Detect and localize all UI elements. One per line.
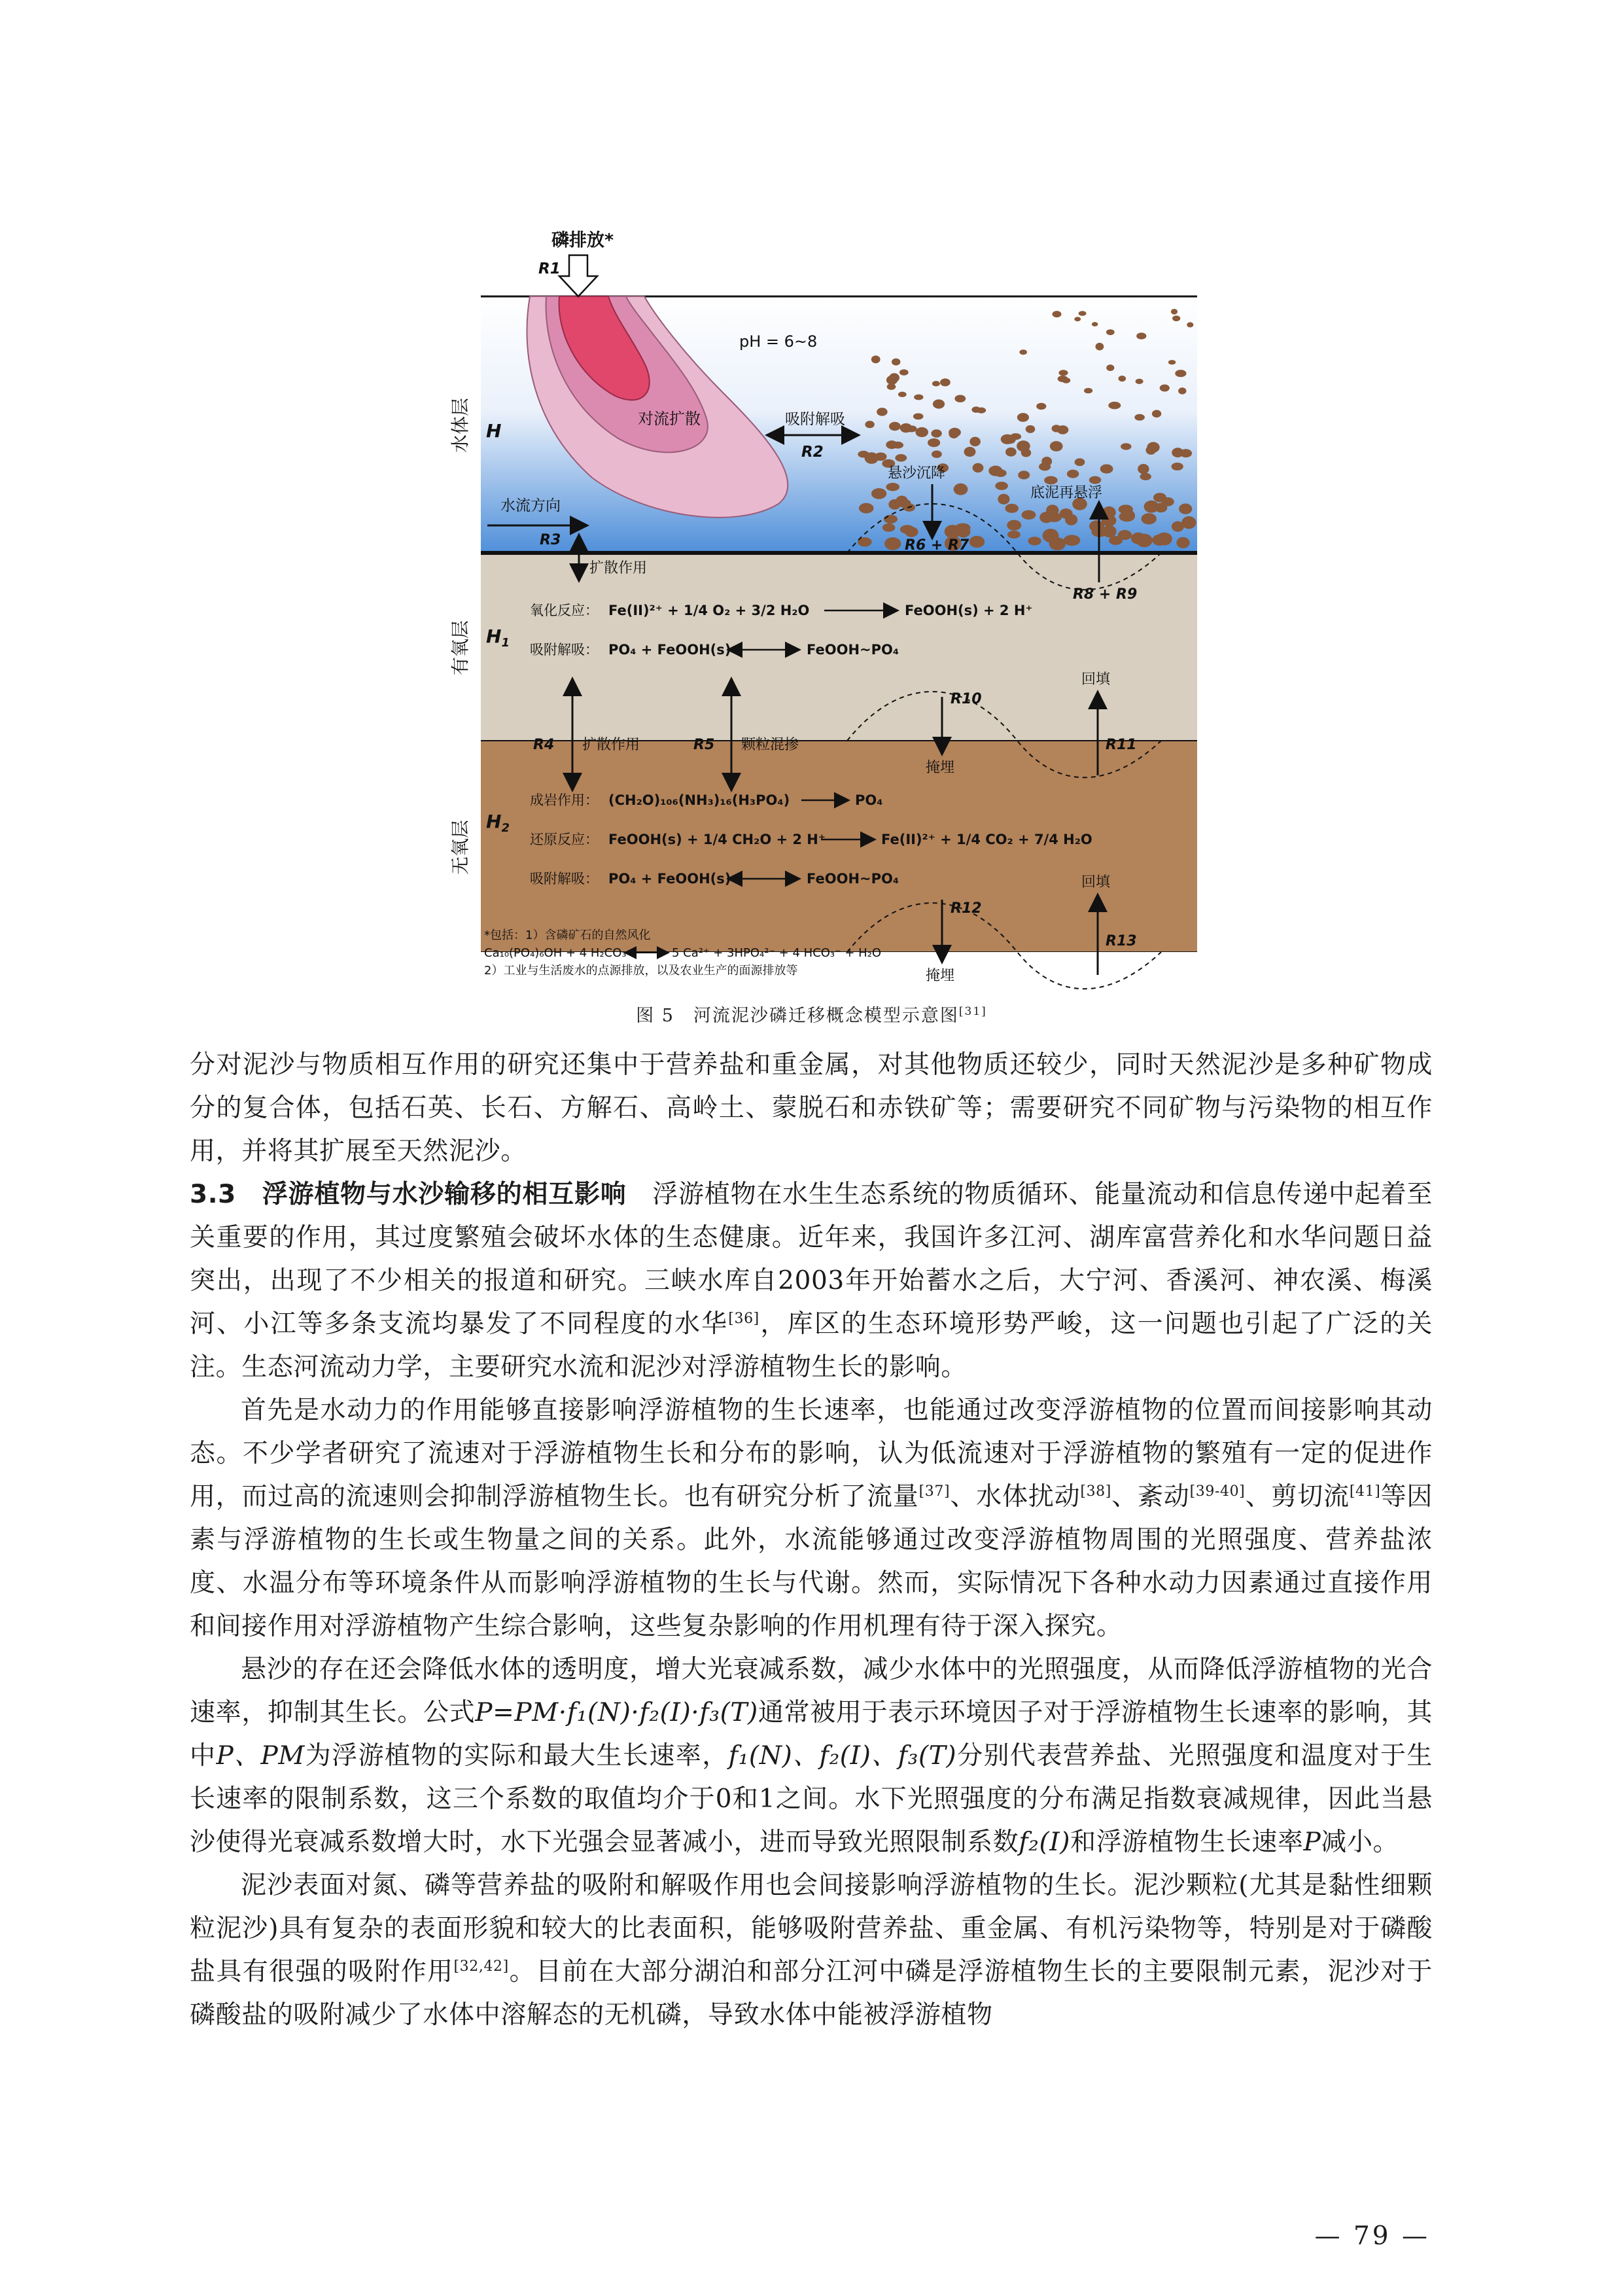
sediment-particle	[1075, 458, 1085, 466]
sediment-particle	[1005, 448, 1017, 457]
oxic-reaction-2	[530, 642, 899, 658]
sediment-particle	[973, 463, 984, 472]
figure-diagram	[449, 229, 1197, 995]
sediment-particle	[1092, 322, 1098, 327]
burial-label-1: 掩埋	[926, 760, 955, 776]
svg-text:5 Ca²⁺ + 3HPO₄²⁻ + 4 HCO₃⁻ + H: 5 Ca²⁺ + 3HPO₄²⁻ + 4 HCO₃⁻ + H₂O	[672, 946, 882, 960]
sediment-particle	[928, 438, 940, 447]
sediment-particle	[1096, 343, 1104, 351]
paragraph-5: 泥沙表面对氮、磷等营养盐的吸附和解吸作用也会间接影响浮游植物的生长。泥沙颗粒(尤其是黏性细颗粒泥沙)具有复杂的表面形貌和较大的比表面积，能够吸附营养盐、重金属、有机污染物等，特别是对于磷酸盐具有很强的吸附作用[32,42]。目前在大部分湖泊和部分江河中磷是浮游植物生长的主要限制元素，泥沙对于磷酸盐的吸附减少了水体中溶解态的无机磷，导致水体中能被浮游植物	[190, 1871, 1433, 2030]
sediment-particle	[1121, 443, 1131, 450]
sediment-particle	[1017, 440, 1030, 451]
sediment-particle	[913, 414, 924, 420]
oxic-layer-label: 有氧层	[449, 620, 471, 676]
sediment-particle	[884, 537, 901, 550]
sediment-particle	[886, 483, 899, 491]
svg-text:FeOOH~PO₄: FeOOH~PO₄	[807, 871, 899, 887]
r13-label: R13	[1106, 933, 1137, 949]
sediment-particle	[892, 359, 900, 366]
phosphorus-input-arrow	[559, 255, 597, 296]
sediment-particle	[900, 525, 915, 533]
svg-text:*包括：1）含磷矿石的自然风化: *包括：1）含磷矿石的自然风化	[484, 928, 651, 942]
figure-caption: 图 5 河流泥沙磷迁移概念模型示意图[31]	[636, 1005, 987, 1026]
sediment-particle	[1050, 441, 1063, 451]
sediment-particle	[895, 454, 907, 462]
sediment-particle	[949, 430, 958, 438]
sediment-particle	[1153, 493, 1166, 502]
sediment-particle	[1142, 513, 1157, 524]
sediment-particle	[1106, 329, 1115, 335]
sediment-particle	[1178, 387, 1186, 394]
sediment-particle	[1049, 537, 1066, 550]
paragraph-4: 悬沙的存在还会降低水体的透明度，增大光衰减系数，减少水体中的光照强度，从而降低浮游植物的光合速率，抑制其生长。公式P=PM·f₁(N)·f₂(I)·f₃(T)通常被用于表示环境因子对于浮游植物生长速率的影响，其中P、PM为浮游植物的实际和最大生长速率，f₁(N)、f₂(I)、f₃(T)分别代表营养盐、光照强度和温度对于生长速率的限制系数，这三个系数的取值均介于0和1之间。水下光照强度的分布满足指数衰减规律，因此当悬沙使得光衰减系数增大时，水下光强会显著减小，进而导致光照限制系数f₂(I)和浮游植物生长速率P减小。	[190, 1655, 1433, 1857]
sediment-particle	[931, 429, 941, 437]
r1-label: R1	[538, 260, 561, 277]
sediment-particle	[1108, 402, 1121, 409]
svg-text:PO₄ + FeOOH(s): PO₄ + FeOOH(s)	[608, 642, 731, 658]
adsorb-label-water: 吸附解吸	[785, 411, 845, 428]
sediment-particle	[1181, 516, 1196, 529]
sediment-particle	[1157, 533, 1172, 546]
water-layer-label: 水体层	[449, 397, 471, 453]
anoxic-layer-label: 无氧层	[449, 819, 471, 875]
sediment-particle	[1007, 531, 1021, 539]
sediment-particle	[1028, 537, 1041, 545]
sediment-particle	[1175, 370, 1186, 377]
svg-text:氧化反应：: 氧化反应：	[530, 603, 599, 618]
sediment-particle	[1067, 470, 1079, 478]
paragraph-1: 分对泥沙与物质相互作用的研究还集中于营养盐和重金属，对其他物质还较少，同时天然泥沙是多种矿物成分的复合体，包括石英、长石、方解石、高岭土、蒙脱石和赤铁矿等；需要研究不同矿物与污染物的相互作用，并将其扩展至天然泥沙。	[190, 1050, 1433, 1166]
sediment-particle	[1138, 464, 1149, 474]
sediment-particle	[898, 392, 907, 397]
figure-5	[449, 229, 1197, 995]
sediment-particle	[954, 484, 968, 495]
svg-text:吸附解吸：: 吸附解吸：	[530, 871, 599, 887]
sediment-particle	[900, 423, 913, 433]
sediment-particle	[1155, 503, 1168, 513]
sediment-particle	[1058, 370, 1068, 376]
paragraph-3: 首先是水动力的作用能够直接影响浮游植物的生长速率，也能通过改变浮游植物的位置而间接影响其动态。不少学者研究了流速对于浮游植物生长和分布的影响，认为低流速对于浮游植物的繁殖有一定的促进作用，而过高的流速则会抑制浮游植物生长。也有研究分析了流量[37]、水体扰动[38]、紊动[39-40]、剪切流[41]等因素与浮游植物的生长或生物量之间的关系。此外，水流能够通过改变浮游植物周围的光照强度、营养盐浓度、水温分布等环境条件从而影响浮游植物的生长与代谢。然而，实际情况下各种水动力因素通过直接作用和间接作用对浮游植物产生综合影响，这些复杂影响的作用机理有待于深入探究。	[190, 1396, 1433, 1641]
particle-mix-label: 颗粒混掺	[741, 737, 799, 753]
sediment-particle	[1058, 376, 1068, 382]
sediment-particle	[1036, 403, 1046, 410]
sediment-particle	[859, 503, 874, 514]
sediment-particle	[1007, 520, 1021, 531]
sediment-particle	[1131, 533, 1146, 544]
ph-label: pH = 6~8	[739, 332, 818, 351]
sediment-particle	[1134, 414, 1145, 421]
sediment-particle	[1140, 473, 1151, 480]
svg-text:吸附解吸：: 吸附解吸：	[530, 642, 599, 658]
sediment-particle	[1089, 476, 1101, 484]
sediment-particle	[1018, 470, 1030, 479]
sediment-particle	[932, 381, 940, 386]
svg-text:FeOOH(s) + 2 H⁺: FeOOH(s) + 2 H⁺	[905, 603, 1033, 618]
resuspension-label: 底泥再悬浮	[1030, 485, 1103, 501]
sediment-particle	[1168, 360, 1176, 364]
sediment-particle	[1152, 410, 1161, 418]
sediment-particle	[1146, 446, 1157, 455]
h2-label: $H_2$	[486, 811, 510, 835]
sediment-particle	[1017, 413, 1029, 422]
sediment-particle	[969, 437, 981, 447]
r6-r7-label: R6 + R7	[905, 537, 969, 554]
sediment-particle	[889, 373, 899, 382]
sediment-particle	[1100, 465, 1113, 474]
r10-label: R10	[951, 691, 982, 707]
svg-text:FeOOH~PO₄: FeOOH~PO₄	[807, 642, 899, 658]
backfill-label-2: 回填	[1081, 874, 1111, 891]
sediment-particle	[1172, 315, 1180, 321]
r12-label: R12	[951, 900, 982, 917]
sediment-particle	[892, 442, 903, 449]
sediment-particle	[1106, 364, 1114, 371]
settle-label: 悬沙沉降	[888, 465, 946, 482]
sediment-particle	[998, 494, 1009, 504]
body-text	[190, 1044, 1433, 2037]
plume-label: 对流扩散	[638, 410, 701, 428]
sediment-particle	[1176, 537, 1189, 548]
svg-text:Ca₁₀(PO₄)₆OH + 4 H₂CO₃: Ca₁₀(PO₄)₆OH + 4 H₂CO₃	[484, 946, 627, 960]
r4-label: R4	[533, 737, 555, 753]
sediment-particle	[940, 378, 951, 386]
sediment-particle	[899, 369, 909, 375]
sediment-particle	[1047, 512, 1062, 522]
paragraph-2: 3.3 浮游植物与水沙输移的相互影响 浮游植物在水生生态系统的物质循环、能量流动和信息传递中起着至关重要的作用，其过度繁殖会破坏水体的生态健康。近年来，我国许多江河、湖库富营养化和水华问题日益突出，出现了不少相关的报道和研究。三峡水库自2003年开始蓄水之后，大宁河、香溪河、神农溪、梅溪河、小江等多条支流均暴发了不同程度的水华[36]，库区的生态环境形势严峻，这一问题也引起了广泛的关注。生态河流动力学，主要研究水流和泥沙对浮游植物生长的影响。	[190, 1180, 1433, 1382]
svg-text:FeOOH(s) + 1/4 CH₂O + 2 H⁺: FeOOH(s) + 1/4 CH₂O + 2 H⁺	[608, 832, 826, 847]
phosphorus-input-label: 磷排放*	[551, 230, 614, 251]
sediment-particle	[964, 447, 976, 457]
svg-text:Fe(II)²⁺ + 1/4 CO₂ + 7/4 H₂O: Fe(II)²⁺ + 1/4 CO₂ + 7/4 H₂O	[881, 832, 1092, 847]
r11-label: R11	[1106, 737, 1137, 753]
sediment-particle	[1172, 448, 1183, 457]
h-label: H	[486, 420, 502, 442]
sediment-particle	[865, 421, 874, 428]
sediment-particle	[1172, 463, 1183, 470]
sediment-particle	[1160, 385, 1170, 392]
r8-r9-label: R8 + R9	[1073, 586, 1138, 603]
sediment-particle	[933, 399, 945, 408]
sediment-particle	[1039, 463, 1051, 470]
sediment-particle	[914, 395, 923, 400]
svg-text:Fe(II)²⁺ + 1/4 O₂ + 3/2 H₂O: Fe(II)²⁺ + 1/4 O₂ + 3/2 H₂O	[608, 603, 810, 618]
sediment-particle	[871, 355, 881, 363]
h1-label: $H_1$	[486, 626, 510, 650]
sediment-particle	[1010, 433, 1021, 440]
sediment-particle	[1119, 512, 1135, 521]
sediment-particle	[1136, 379, 1143, 384]
sediment-particle	[1179, 504, 1192, 514]
sediment-particle	[995, 482, 1008, 490]
sediment-particle	[1064, 535, 1080, 546]
sediment-particle	[877, 408, 888, 416]
anoxic-reaction-2	[530, 832, 1092, 847]
svg-text:还原反应：: 还原反应：	[530, 832, 599, 847]
sediment-particle	[1019, 349, 1027, 355]
sediment-particle	[1074, 317, 1081, 321]
svg-text:成岩作用：: 成岩作用：	[530, 792, 599, 808]
sediment-particle	[954, 395, 966, 402]
sediment-particle	[882, 523, 896, 532]
svg-text:2）工业与生活废水的点源排放，以及农业生产的面源排放等: 2）工业与生活废水的点源排放，以及农业生产的面源排放等	[484, 964, 798, 978]
sediment-particle	[889, 422, 901, 431]
section-title: 浮游植物与水沙输移的相互影响	[262, 1180, 627, 1209]
r2-label: R2	[801, 444, 824, 461]
sediment-particle	[1187, 322, 1193, 327]
sediment-particle	[977, 408, 986, 414]
sediment-particle	[969, 536, 985, 548]
diffusion-label-1: 扩散作用	[589, 560, 648, 576]
section-number: 3.3	[190, 1180, 236, 1209]
sediment-particle	[865, 452, 879, 464]
sediment-particle	[1052, 425, 1062, 432]
flow-direction-label: 水流方向	[500, 497, 561, 514]
sediment-particle	[1005, 504, 1019, 513]
svg-text:PO₄: PO₄	[855, 792, 883, 808]
sediment-particle	[915, 427, 928, 437]
anoxic-reaction-3	[530, 871, 899, 887]
sediment-particle	[1053, 311, 1062, 317]
sediment-particle	[1044, 476, 1058, 485]
sediment-particle	[871, 488, 886, 499]
burial-label-2: 掩埋	[926, 968, 955, 984]
sediment-particle	[1026, 425, 1036, 433]
backfill-label-1: 回填	[1081, 671, 1111, 688]
diffusion-label-2: 扩散作用	[582, 737, 640, 753]
sediment-particle	[1136, 332, 1146, 339]
sediment-particle	[1022, 510, 1036, 520]
sediment-particle	[1171, 309, 1178, 315]
page-number: — 79 —	[1314, 2221, 1430, 2251]
sediment-particle	[1119, 376, 1126, 381]
sediment-particle	[1084, 388, 1092, 393]
sediment-particle	[988, 466, 1002, 476]
sediment-particle	[945, 525, 961, 539]
svg-text:(CH₂O)₁₀₆(NH₃)₁₆(H₃PO₄): (CH₂O)₁₀₆(NH₃)₁₆(H₃PO₄)	[608, 792, 790, 808]
sediment-particle	[884, 515, 898, 523]
sediment-particle	[932, 451, 942, 458]
r5-label: R5	[693, 737, 715, 753]
r3-label: R3	[540, 532, 561, 548]
svg-text:PO₄ + FeOOH(s): PO₄ + FeOOH(s)	[608, 871, 731, 887]
sediment-particle	[1079, 311, 1087, 316]
